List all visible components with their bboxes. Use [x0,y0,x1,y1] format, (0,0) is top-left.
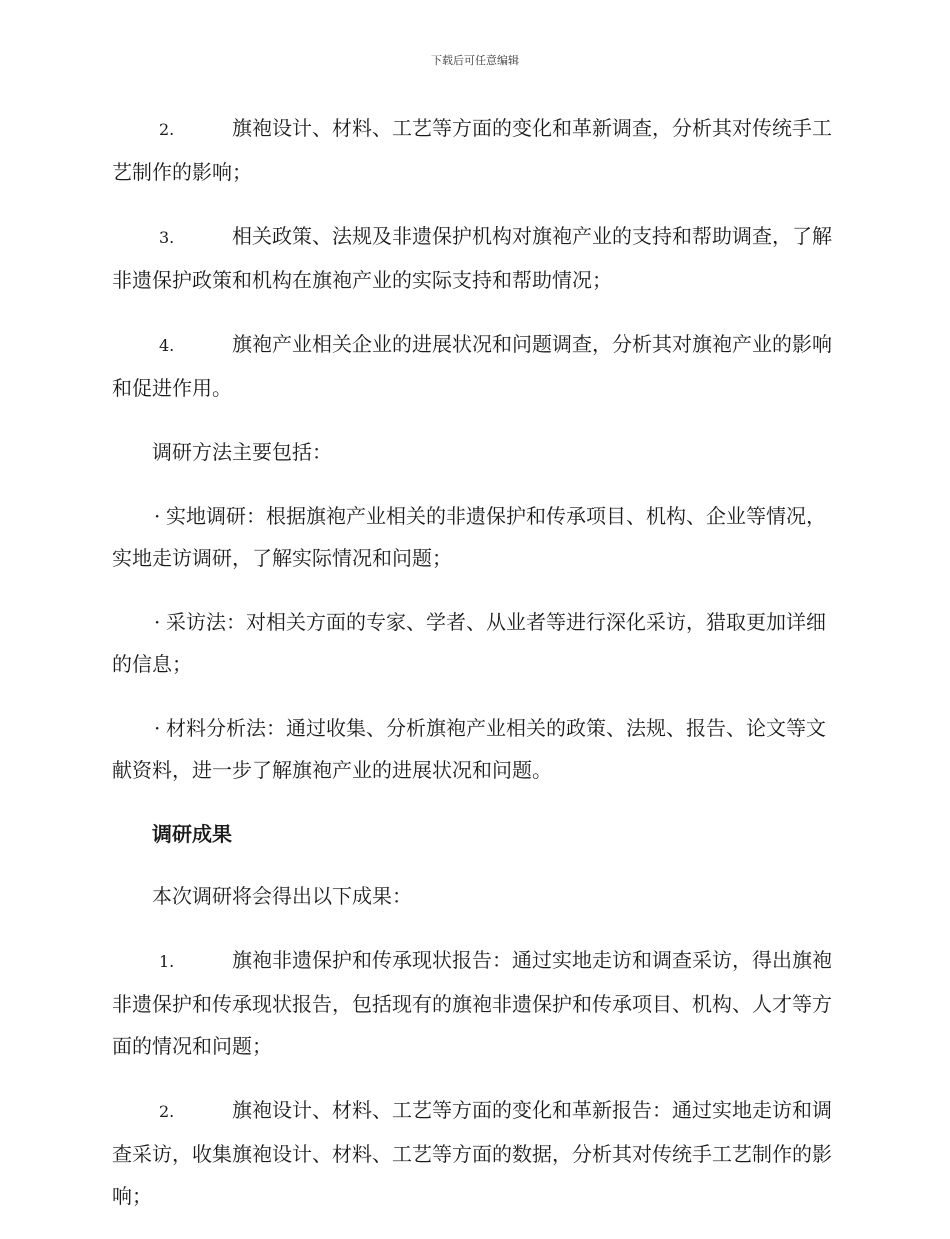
item-text: 相关政策、法规及非遗保护机构对旗袍产业的支持和帮助调查，了解非遗保护政策和机构在旗袍产业的实际支持和帮助情况； [112,224,832,292]
document-body [112,107,836,1239]
method-item [112,707,836,791]
item-number: 3. [159,228,175,247]
method-text: 采访法：对相关方面的专家、学者、从业者等进行深化采访，猎取更加详细的信息； [112,610,826,676]
list-item [112,107,836,193]
item-text: 旗袍设计、材料、工艺等方面的变化和革新调查，分析其对传统手工艺制作的影响； [112,116,832,184]
item-number: 2. [159,1102,175,1121]
method-text: 实地调研：根据旗袍产业相关的非遗保护和传承项目、机构、企业等情况，实地走访调研，了解实际情况和问题； [112,504,826,570]
method-item [112,601,836,685]
item-text: 旗袍产业相关企业的进展状况和问题调查，分析其对旗袍产业的影响和促进作用。 [112,332,832,400]
item-number: 1. [159,952,175,971]
list-item [112,939,836,1067]
bullet-icon: · [154,610,161,634]
item-number: 2. [159,120,175,139]
results-intro: 本次调研将会得出以下成果： [152,884,412,908]
method-text: 材料分析法：通过收集、分析旗袍产业相关的政策、法规、报告、论文等文献资料，进一步了解旗袍产业的进展状况和问题。 [112,716,826,782]
bullet-icon: · [154,504,161,528]
list-item [112,215,836,301]
methods-intro: 调研方法主要包括： [152,440,332,464]
list-item [112,1089,836,1217]
item-number: 4. [159,336,175,355]
method-item [112,495,836,579]
item-text: 旗袍非遗保护和传承现状报告：通过实地走访和调查采访，得出旗袍非遗保护和传承现状报告，包括现有的旗袍非遗保护和传承项目、机构、人才等方面的情况和问题； [112,948,832,1058]
item-text: 旗袍设计、材料、工艺等方面的变化和革新报告：通过实地走访和调查采访，收集旗袍设计、材料、工艺等方面的数据，分析其对传统手工艺制作的影响； [112,1098,832,1208]
bullet-icon: · [154,716,161,740]
header-note: 下载后可任意编辑 [431,54,519,67]
list-item [112,323,836,409]
section-heading: 调研成果 [152,822,232,846]
